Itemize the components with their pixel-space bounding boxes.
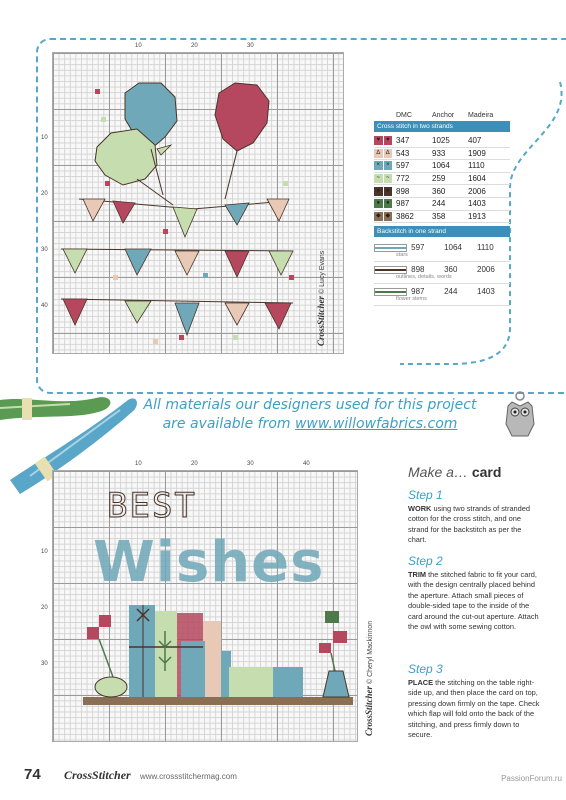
key-dmc: 347	[396, 136, 410, 146]
tick2-side-20: 20	[41, 605, 48, 611]
key-note: stars	[396, 252, 408, 259]
key-madeira: 1110	[468, 161, 485, 171]
step-1-body: using two strands of stranded cotton for the cross stitch, and one strand for the backstitch as per the chart.	[408, 504, 531, 545]
step-3-label: Step 3	[408, 662, 443, 676]
promo-line-2-prefix: are available from	[162, 416, 295, 432]
key-cross-rows	[374, 135, 510, 223]
key-note: outlines, details, words	[396, 274, 452, 281]
key-anchor: 244	[444, 287, 458, 297]
key-cross-band: Cross stitch in two strands	[374, 121, 510, 132]
instructions-title-prefix: Make a…	[408, 464, 468, 480]
key-madeira: 1604	[468, 174, 486, 184]
balloon-design	[53, 53, 345, 355]
magazine-logo: CrossStitcher	[64, 768, 131, 782]
key-header-anchor: Anchor	[432, 112, 455, 119]
key-dmc: 898	[411, 265, 425, 275]
key-anchor: 1064	[444, 243, 462, 253]
step-1-lead: WORK	[408, 504, 432, 513]
key-madeira: 2006	[468, 186, 486, 196]
key-cross-row	[374, 173, 510, 186]
key-anchor: 360	[444, 265, 458, 275]
chart1-credit-logo: CrossStitcher	[316, 295, 326, 346]
key-madeira: 1909	[468, 148, 486, 158]
tick2-side-10: 10	[41, 549, 48, 555]
tick-top-30: 30	[247, 43, 254, 49]
key-dmc: 597	[411, 243, 425, 253]
key-back-row	[374, 240, 510, 262]
step-3-lead: PLACE	[408, 678, 434, 687]
promo-line-2	[140, 415, 480, 434]
key-back-row	[374, 284, 510, 306]
chart-best-wishes	[41, 461, 358, 742]
key-madeira: 1110	[477, 243, 494, 253]
step-3-body: the stitching on the table right-side up, and then place the card on top, pressing down firmly on the tape. Check which flap will fold onto the back of the stitching, and press firmly down to secure.	[408, 678, 540, 740]
thread-swatch-icon: × ×	[374, 161, 392, 170]
wishes-design	[53, 471, 359, 743]
design-word-best: BEST	[107, 486, 197, 526]
promo-link[interactable]: www.willowfabrics.com	[294, 416, 458, 432]
key-anchor: 360	[432, 186, 446, 196]
owl-charm-icon	[500, 390, 540, 442]
instructions-title-bold: card	[471, 464, 502, 480]
key-dmc: 987	[411, 287, 425, 297]
tick-top-10: 10	[135, 43, 142, 49]
key-anchor: 358	[432, 211, 446, 221]
backstitch-line-icon	[374, 266, 407, 274]
chart2-credit-logo: CrossStitcher	[364, 685, 374, 736]
step-2-text	[408, 570, 540, 632]
tick-top-20: 20	[191, 43, 198, 49]
key-madeira: 1913	[468, 211, 486, 221]
tick-side-20: 20	[41, 191, 48, 197]
backstitch-line-icon	[374, 244, 407, 252]
key-anchor: 1064	[432, 161, 450, 171]
step-1-text	[408, 504, 540, 546]
key-cross-row	[374, 135, 510, 148]
step-2-lead: TRIM	[408, 570, 427, 579]
tick-side-40: 40	[41, 303, 48, 309]
tick2-side-30: 30	[41, 661, 48, 667]
key-madeira: 407	[468, 136, 482, 146]
watermark: PassionForum.ru	[501, 774, 562, 783]
tick2-top-10: 10	[135, 461, 142, 467]
key-cross-row	[374, 185, 510, 198]
key-header-madeira: Madeira	[468, 112, 494, 119]
chart1-credit-name: © Lucy Evans	[319, 250, 326, 295]
key-madeira: 1403	[477, 287, 495, 297]
key-headers	[374, 112, 510, 119]
key-anchor: 244	[432, 199, 446, 209]
step-2-label: Step 2	[408, 554, 443, 568]
chart1-credit	[316, 251, 326, 346]
key-dmc: 597	[396, 161, 410, 171]
chart-balloons	[41, 43, 344, 354]
page-number: 74	[24, 766, 41, 783]
backstitch-line-icon	[374, 288, 407, 296]
step-2-body: the stitched fabric to fit your card, with the design centrally placed behind the aperture. Attach small pieces of double-sided tape to the inside of the card around the cut-out aperture. Attach the owl with some sewing cotton.	[408, 570, 539, 632]
key-dmc: 987	[396, 199, 410, 209]
key-anchor: 259	[432, 174, 446, 184]
key-back-row	[374, 262, 510, 284]
step-3-text	[408, 678, 540, 740]
key-cross-row	[374, 160, 510, 173]
key-madeira: 1403	[468, 199, 486, 209]
thread-swatch-icon: ◆ ◆	[375, 212, 391, 219]
key-cross-row	[374, 148, 510, 161]
tick2-top-40: 40	[303, 461, 310, 467]
key-header-dmc: DMC	[396, 112, 412, 119]
key-back-rows	[374, 240, 510, 306]
key-dmc: 543	[396, 148, 410, 158]
thread-swatch-icon: ● ●	[374, 199, 392, 208]
promo-line-1: All materials our designers used for this project	[143, 397, 477, 413]
key-back-band: Backstitch in one strand	[374, 226, 510, 237]
chart2-credit-name: © Cheryl Mackinnon	[367, 620, 374, 685]
step-1-label: Step 1	[408, 488, 443, 502]
magazine-url[interactable]: www.crossstitchermag.com	[140, 772, 237, 781]
key-dmc: 898	[396, 186, 410, 196]
key-anchor: 1025	[432, 136, 450, 146]
thread-swatch-icon: ● ●	[374, 187, 392, 196]
thread-swatch-icon: ~ ~	[374, 174, 392, 183]
thread-key	[374, 112, 510, 306]
tick2-top-30: 30	[247, 461, 254, 467]
key-madeira: 2006	[477, 265, 495, 275]
materials-promo	[140, 396, 480, 434]
key-dmc: 3862	[396, 211, 414, 221]
thread-swatch-icon: ♥ ♥	[374, 136, 392, 145]
tick-side-30: 30	[41, 247, 48, 253]
instructions-title	[408, 464, 501, 480]
thread-swatch-icon: ∆ ∆	[374, 149, 392, 158]
key-cross-row	[374, 211, 510, 224]
key-note: flower stems	[396, 296, 427, 303]
tick-side-10: 10	[41, 135, 48, 141]
key-dmc: 772	[396, 174, 410, 184]
tick2-top-20: 20	[191, 461, 198, 467]
chart2-credit	[364, 621, 374, 736]
key-cross-row	[374, 198, 510, 211]
design-word-wishes: Wishes	[93, 530, 325, 595]
key-anchor: 933	[432, 148, 446, 158]
